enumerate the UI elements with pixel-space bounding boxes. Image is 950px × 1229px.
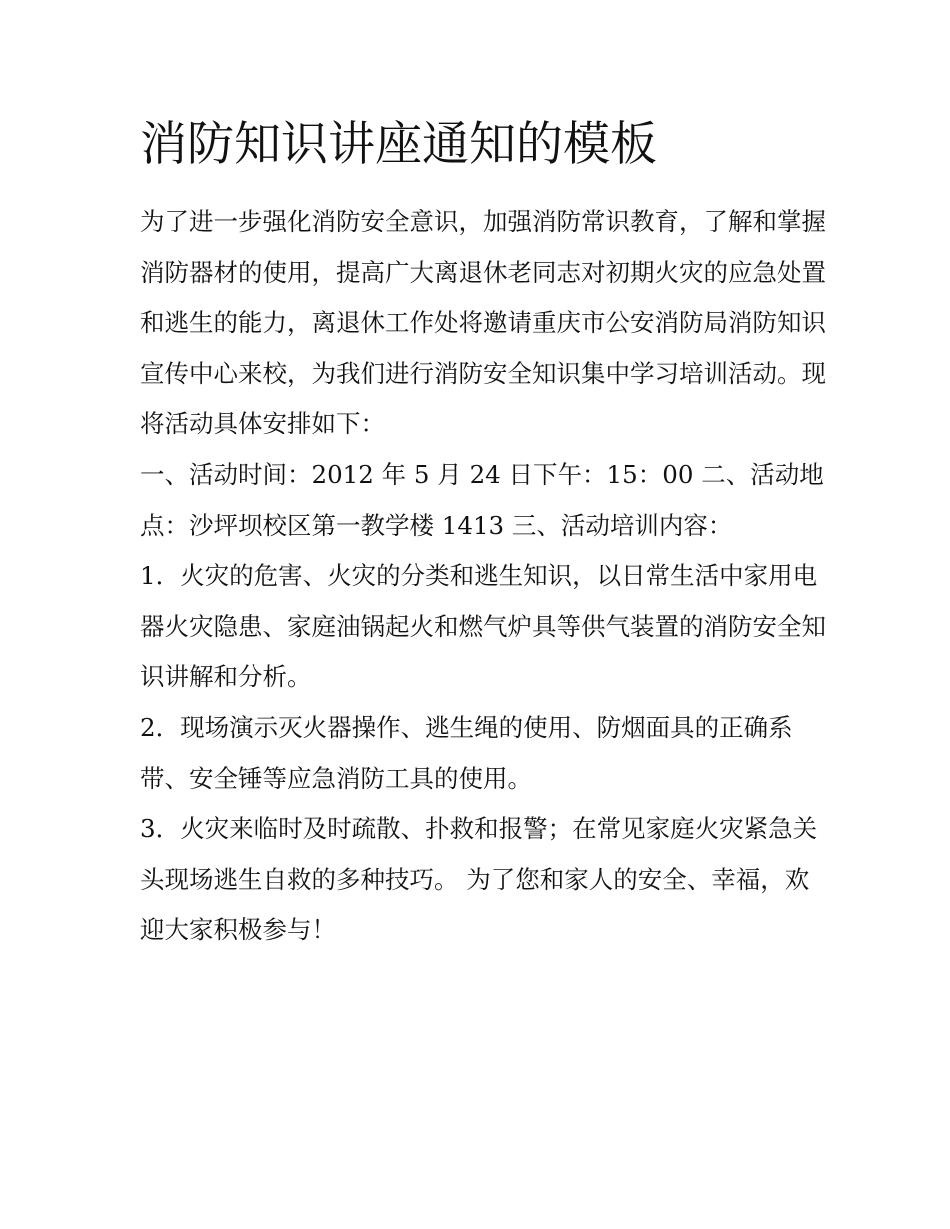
- content-item-2: 2．现场演示灭火器操作、逃生绳的使用、防烟面具的正确系带、安全锤等应急消防工具的使用。: [140, 712, 793, 793]
- content-item-1: 1．火灾的危害、火灾的分类和逃生知识，以日常生活中家用电器火灾隐患、家庭油锅起火和燃气炉具等供气装置的消防安全知识讲解和分析。: [140, 561, 826, 692]
- content-item-3: 3．火灾来临时及时疏散、扑救和报警；在常见家庭火灾紧急关头现场逃生自救的多种技巧。 为了您和家人的安全、幸福，欢迎大家积极参与！: [140, 814, 818, 945]
- intro-paragraph: 为了进一步强化消防安全意识，加强消防常识教育，了解和掌握消防器材的使用，提高广大离退休老同志对初期火灾的应急处置和逃生的能力，离退休工作处将邀请重庆市公安消防局消防知识宣传中心来校，为我们进行消防安全知识集中学习培训活动。现将活动具体安排如下：: [140, 207, 826, 439]
- document-body: [140, 197, 830, 956]
- schedule-paragraph: 一、活动时间：2012 年 5 月 24 日下午：15：00 二、活动地点：沙坪坝校区第一教学楼 1413 三、活动培训内容：: [140, 459, 824, 540]
- document-title: 消防知识讲座通知的模板: [140, 117, 657, 172]
